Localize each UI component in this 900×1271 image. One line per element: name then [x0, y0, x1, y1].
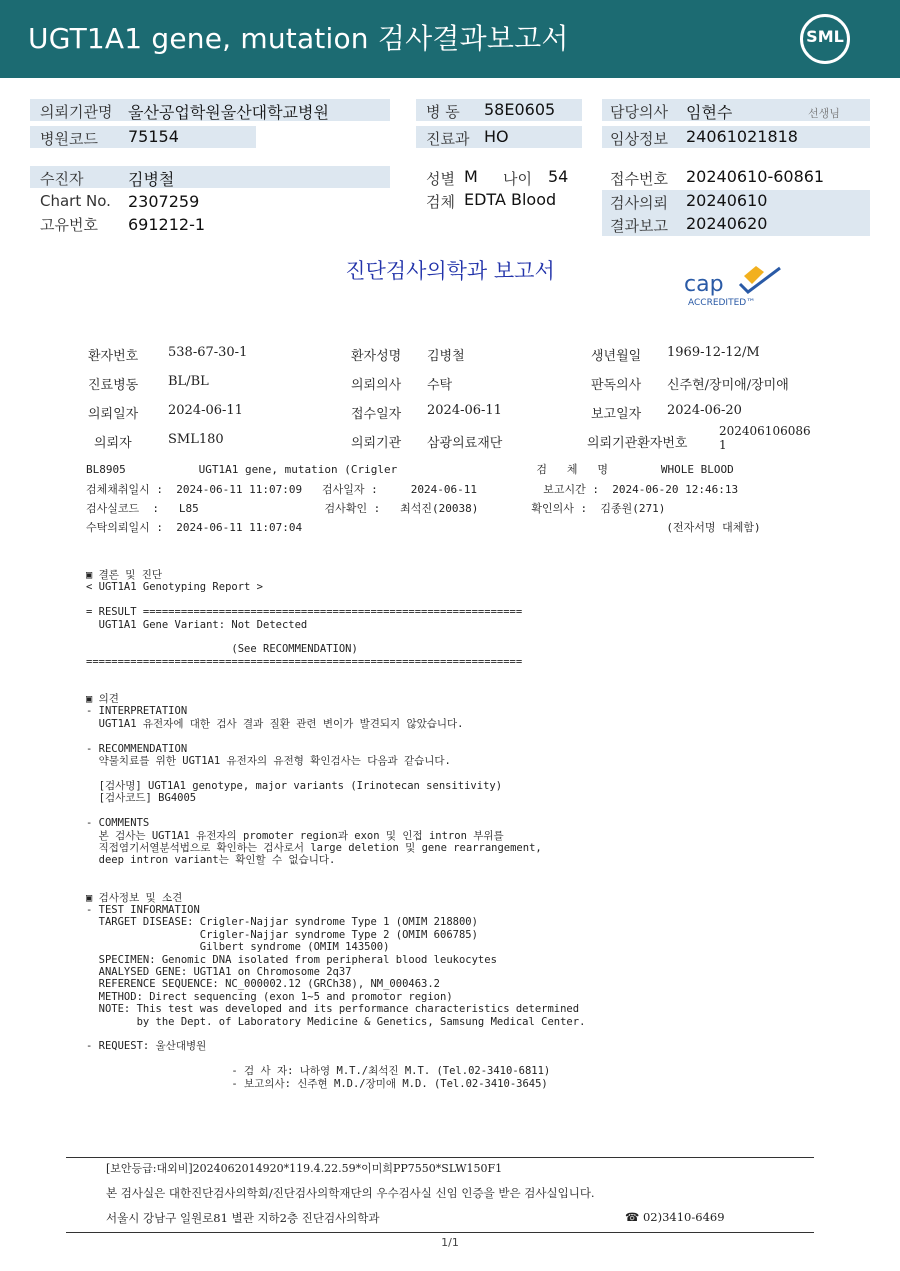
req-date-value: 2024-06-11 — [168, 403, 243, 418]
report-date-label: 결과보고 — [610, 217, 668, 235]
doctor-suffix: 선생님 — [808, 107, 840, 120]
chart-no-value: 2307259 — [128, 192, 200, 211]
age-value: 54 — [548, 167, 569, 186]
cap-text: cap — [684, 272, 724, 297]
birth-label: 생년월일 — [591, 349, 642, 364]
accept-date-label: 접수일자 — [351, 407, 402, 422]
test-line-4: 수탁의뢰일시 : 2024-06-11 11:07:04 (전자서명 대체함) — [86, 521, 761, 534]
page-number: 1/1 — [441, 1236, 459, 1249]
req-doctor-label: 의뢰의사 — [351, 378, 402, 393]
doctor-label: 담당의사 — [610, 103, 668, 121]
sex-value: M — [464, 167, 478, 186]
hospital-code-label: 병원코드 — [40, 130, 98, 148]
security-line: [보안등급:대외비]2024062014920*119.4.22.59*이미희PP7550*SLW150F1 — [106, 1162, 503, 1175]
inst-patient-no-label: 의뢰기관환자번호 — [587, 436, 688, 451]
footer-divider-top — [66, 1157, 814, 1158]
unique-no-value: 691212-1 — [128, 215, 206, 234]
sml-logo — [800, 14, 850, 64]
receipt-no-label: 접수번호 — [610, 170, 668, 188]
receipt-no-value: 20240610-60861 — [686, 167, 825, 186]
department-label: 진료과 — [426, 130, 470, 148]
sml-logo-text: SML — [806, 27, 844, 46]
requester-label: 의뢰자 — [94, 436, 132, 451]
patient-id-value: 538-67-30-1 — [168, 345, 248, 360]
request-date-value: 20240610 — [686, 191, 768, 210]
cap-subtext: ACCREDITED™ — [688, 298, 756, 308]
req-institution-value: 삼광의료재단 — [427, 436, 503, 451]
footer-divider-bottom — [66, 1232, 814, 1233]
cap-accredited-logo — [682, 262, 786, 310]
test-line-3: 검사실코드 : L85 검사확인 : 최석진(20038) 확인의사 : 김종원(271) — [86, 502, 666, 515]
rpt-date-value: 2024-06-20 — [667, 403, 742, 418]
unique-no-label: 고유번호 — [40, 216, 98, 234]
test-line-2: 검체채취일시 : 2024-06-11 11:07:09 검사일자 : 2024-06-11 보고시간 : 2024-06-20 12:46:13 — [86, 483, 739, 496]
report-body: ▣ 결론 및 진단 < UGT1A1 Genotyping Report > = RESULT ============================================================ UGT1A1 Gene Variant: Not Detected (See RECOMMENDATION) ===================================================================== ▣ 의견 - INTERPRETATION UGT1A1 유전자에 대한 검사 결과 질환 관련 변이가 발견되지 않았습니다. - RECOMMENDATION 약물치료를 위한 UGT1A1 유전자의 유전형 확인검사는 다음과 같습니다. [검사명] UGT1A1 genotype, major variants (Irinotecan sensitivity) [검사코드] BG4005 - COMMENTS 본 검사는 UGT1A1 유전자의 promoter region과 exon 및 인접 intron 부위를 직접염기서열분석법으로 확인하는 검사로서 large deletion 및 gene rearrangement, deep intron variant는 확인할 수 없습니다. ▣ 검사정보 및 소견 - TEST INFORMATION TARGET DISEASE: Crigler-Najjar syndrome Type 1 (OMIM 218800) Crigler-Najjar syndrome Type 2 (OMIM 606785) Gilbert syndrome (OMIM 143500) SPECIMEN: Genomic DNA isolated from peripheral blood leukocytes ANALYSED GENE: UGT1A1 on Chromosome 2q37 REFERENCE SEQUENCE: NC_000002.12 (GRCh38), NM_000463.2 METHOD: Direct sequencing (exon 1~5 and promotor region) NOTE: This test was developed and its performance characteristics determined by the Dept. of Laboratory Medicine & Genetics, Samsung Medical Center. - REQUEST: 울산대병원 - 검 사 자: 나하영 M.T./최석진 M.T. (Tel.02-3410-6811) - 보고의사: 신주현 M.D./장미애 M.D. (Tel.02-3410-3645) — [86, 569, 586, 1090]
specimen-value: EDTA Blood — [464, 190, 557, 209]
test-line-1: BL8905 UGT1A1 gene, mutation (Crigler 검 체 명 WHOLE BLOOD — [86, 463, 734, 476]
request-date-label: 검사의뢰 — [610, 194, 668, 212]
patient-name-label: 환자성명 — [351, 349, 402, 364]
age-label: 나이 — [503, 170, 532, 188]
ward-value: 58E0605 — [484, 100, 556, 119]
ward-code-label: 진료병동 — [88, 378, 139, 393]
inst-patient-no-value: 202406106086 1 — [719, 424, 811, 452]
reading-doctor-value: 신주현/장미애/장미애 — [667, 378, 789, 393]
report-title: UGT1A1 gene, mutation 검사결과보고서 — [28, 22, 569, 55]
clinical-value: 24061021818 — [686, 127, 798, 146]
doctor-value: 임현수 — [686, 103, 733, 122]
phone-line: ☎ 02)3410-6469 — [625, 1210, 725, 1224]
address-line: 서울시 강남구 일원로81 별관 지하2층 진단검사의학과 — [106, 1211, 380, 1225]
institution-value: 울산공업학원울산대학교병원 — [128, 103, 329, 122]
ward-label: 병 동 — [426, 103, 460, 121]
birth-value: 1969-12-12/M — [667, 345, 760, 360]
req-institution-label: 의뢰기관 — [351, 436, 402, 451]
clinical-label: 임상정보 — [610, 130, 668, 148]
reading-doctor-label: 판독의사 — [591, 378, 642, 393]
requester-value: SML180 — [168, 432, 224, 447]
req-date-label: 의뢰일자 — [88, 407, 139, 422]
req-doctor-value: 수탁 — [427, 378, 453, 393]
accept-date-value: 2024-06-11 — [427, 403, 502, 418]
ward-code-value: BL/BL — [168, 374, 209, 389]
patient-id-label: 환자번호 — [88, 349, 139, 364]
patient-label: 수진자 — [40, 170, 84, 188]
certified-line: 본 검사실은 대한진단검사의학회/진단검사의학재단의 우수검사실 신임 인증을 받은 검사실입니다. — [106, 1186, 595, 1200]
sex-label: 성별 — [426, 170, 455, 188]
rpt-date-label: 보고일자 — [591, 407, 642, 422]
specimen-label: 검체 — [426, 193, 455, 211]
info-bar-patient — [30, 166, 390, 188]
institution-label: 의뢰기관명 — [40, 103, 113, 121]
chart-no-label: Chart No. — [40, 192, 111, 210]
report-header — [0, 0, 900, 78]
report-date-value: 20240620 — [686, 214, 768, 233]
patient-name-value: 김병철 — [427, 349, 465, 364]
patient-value: 김병철 — [128, 170, 175, 189]
department-value: HO — [484, 127, 509, 146]
hospital-code-value: 75154 — [128, 127, 179, 146]
lab-report-title: 진단검사의학과 보고서 — [345, 259, 555, 283]
